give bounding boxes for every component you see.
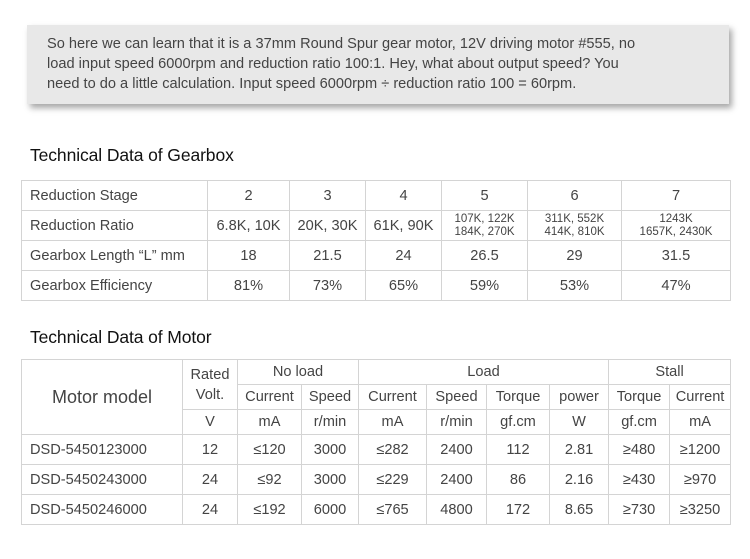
motor-subheader: Speed [302,385,359,410]
motor-header-row-1 [22,360,731,385]
rated-volt-line-1: Rated [190,366,230,383]
motor-row [22,465,731,495]
motor-model-cell: DSD-5450123000 [22,435,183,465]
note-line-2: load input speed 6000rpm and reduction ratio 100:1. Hey, what about output speed? You [47,56,619,72]
motor-value-cell: 12 [183,435,238,465]
gearbox-cell: 47% [622,271,731,301]
motor-value-cell: ≥3250 [670,495,731,525]
motor-model-header: Motor model [22,360,183,435]
motor-value-cell: ≥970 [670,465,731,495]
motor-value-cell: 8.65 [550,495,609,525]
motor-row [22,435,731,465]
gearbox-cell: 5 [442,181,528,211]
gearbox-cell [208,211,290,241]
stall-group-header: Stall [609,360,731,385]
motor-value-cell: 2.16 [550,465,609,495]
motor-subheader: Current [359,385,427,410]
gearbox-cell: 73% [290,271,366,301]
motor-value-cell: 86 [487,465,550,495]
note-line-3: need to do a little calculation. Input speed 6000rpm ÷ reduction ratio 100 = 60rpm. [47,76,577,92]
motor-value-cell: 24 [183,495,238,525]
motor-value-cell: ≤92 [238,465,302,495]
gearbox-cell: 81% [208,271,290,301]
motor-unit-cell: gf.cm [487,410,550,435]
gearbox-row-label: Reduction Ratio [22,211,208,241]
motor-value-cell: 4800 [427,495,487,525]
gearbox-cell: 53% [528,271,622,301]
gearbox-row [22,241,731,271]
motor-row [22,495,731,525]
motor-value-cell: 24 [183,465,238,495]
gearbox-cell [622,211,731,241]
gearbox-cell-line: 184K, 270K [454,225,515,238]
gearbox-cell-line: 311K, 552K [544,212,605,225]
motor-value-cell: ≤765 [359,495,427,525]
motor-model-cell: DSD-5450246000 [22,495,183,525]
motor-subheader: Current [238,385,302,410]
motor-unit-cell: W [550,410,609,435]
rated-volt-line-2: Volt. [195,386,225,403]
note-line-1: So here we can learn that it is a 37mm Round Spur gear motor, 12V driving motor #555, no [47,36,636,52]
gearbox-cell-line: 61K, 90K [373,217,434,234]
motor-subheader: Current [670,385,731,410]
motor-subheader: Torque [487,385,550,410]
gearbox-row [22,271,731,301]
gearbox-cell [290,211,366,241]
gearbox-cell: 6 [528,181,622,211]
gearbox-cell-line: 1243K [659,212,693,225]
motor-value-cell: 6000 [302,495,359,525]
motor-unit-cell: gf.cm [609,410,670,435]
motor-unit-cell: V [183,410,238,435]
motor-value-cell: 3000 [302,465,359,495]
gearbox-cell-line: 414K, 810K [544,225,605,238]
gearbox-row-label: Gearbox Length “L” mm [22,241,208,271]
motor-value-cell: ≥480 [609,435,670,465]
motor-value-cell: ≤229 [359,465,427,495]
gearbox-row [22,211,731,241]
gearbox-cell: 21.5 [290,241,366,271]
gearbox-cell: 59% [442,271,528,301]
no-load-group-header: No load [238,360,359,385]
motor-unit-cell: r/min [302,410,359,435]
gearbox-row-label: Reduction Stage [22,181,208,211]
gearbox-cell-line: 1657K, 2430K [639,225,713,238]
motor-value-cell: ≤120 [238,435,302,465]
gearbox-row [22,181,731,211]
rated-volt-header [183,360,238,410]
gearbox-cell: 2 [208,181,290,211]
gearbox-cell [442,211,528,241]
gearbox-cell: 18 [208,241,290,271]
motor-value-cell: 2400 [427,465,487,495]
gearbox-cell: 3 [290,181,366,211]
motor-unit-cell: mA [670,410,731,435]
gearbox-cell: 65% [366,271,442,301]
gearbox-cell [528,211,622,241]
motor-section-title: Technical Data of Motor [30,327,212,347]
gearbox-cell: 26.5 [442,241,528,271]
gearbox-cell-line: 107K, 122K [454,212,515,225]
motor-value-cell: 3000 [302,435,359,465]
load-group-header: Load [359,360,609,385]
motor-unit-cell: r/min [427,410,487,435]
gearbox-cell: 4 [366,181,442,211]
motor-value-cell: 172 [487,495,550,525]
motor-subheader: power [550,385,609,410]
motor-unit-cell: mA [238,410,302,435]
motor-value-cell: 2.81 [550,435,609,465]
motor-subheader: Speed [427,385,487,410]
gearbox-cell: 29 [528,241,622,271]
gearbox-cell: 24 [366,241,442,271]
motor-value-cell: 112 [487,435,550,465]
gearbox-section-title: Technical Data of Gearbox [30,145,234,165]
motor-value-cell: ≤282 [359,435,427,465]
motor-value-cell: 2400 [427,435,487,465]
motor-value-cell: ≥430 [609,465,670,495]
gearbox-cell-line: 20K, 30K [297,217,358,234]
motor-subheader: Torque [609,385,670,410]
motor-value-cell: ≤192 [238,495,302,525]
motor-value-cell: ≥730 [609,495,670,525]
motor-value-cell: ≥1200 [670,435,731,465]
gearbox-cell: 7 [622,181,731,211]
note-box [27,25,729,104]
motor-model-cell: DSD-5450243000 [22,465,183,495]
motor-unit-cell: mA [359,410,427,435]
gearbox-cell-line: 6.8K, 10K [216,217,281,234]
gearbox-row-label: Gearbox Efficiency [22,271,208,301]
gearbox-cell: 31.5 [622,241,731,271]
gearbox-cell [366,211,442,241]
gearbox-table [21,180,731,301]
motor-table [21,359,731,525]
